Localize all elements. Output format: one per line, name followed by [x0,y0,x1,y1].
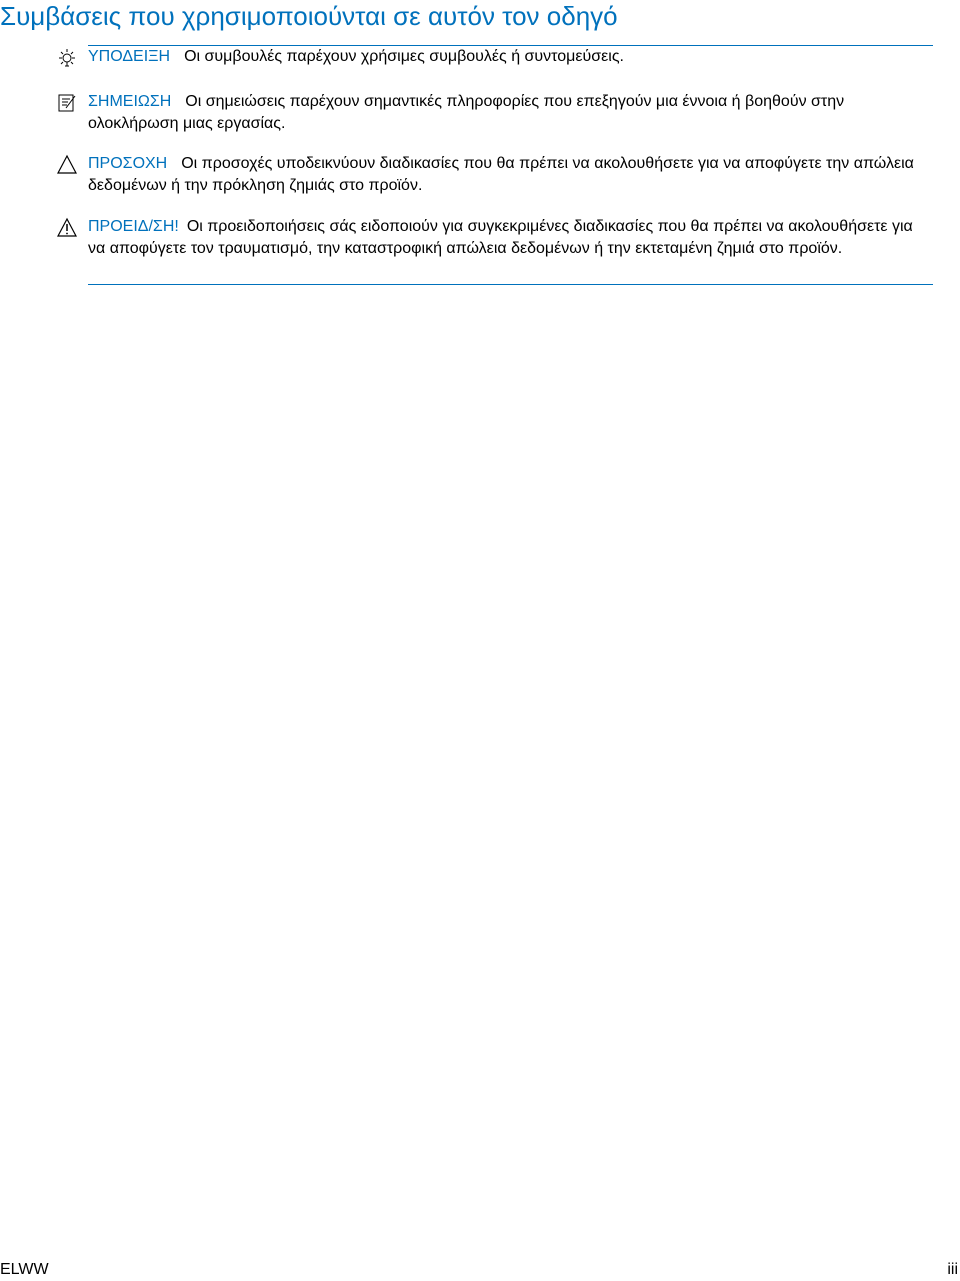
footer-doc-code: ELWW [0,1261,49,1278]
warning-note [88,216,933,260]
note-label: ΣΗΜΕΙΩΣΗ [88,93,172,110]
warning-label: ΠΡΟΕΙΔ/ΣΗ! [88,218,179,235]
lightbulb-icon [56,47,78,69]
caution-text: Οι προσοχές υποδεικνύουν διαδικασίες που θα πρέπει να ακολουθήσετε για να αποφύγετε την απώλεια δεδομένων ή την πρόκληση ζημιάς στο προϊόν. [88,155,914,194]
warning-triangle-icon [56,217,78,239]
warning-text: Οι προειδοποιήσεις σάς ειδοποιούν για συγκεκριμένες διαδικασίες που θα πρέπει να ακολουθήσετε για να αποφύγετε τον τραυματισμό, την καταστροφική απώλεια δεδομένων ή την εκτεταμένη ζημιά στο προϊόν. [88,218,913,257]
tip-text: Οι συμβουλές παρέχουν χρήσιμες συμβουλές ή συντομεύσεις. [184,48,624,65]
note-note [88,91,933,135]
note-text: Οι σημειώσεις παρέχουν σημαντικές πληροφορίες που επεξηγούν μια έννοια ή βοηθούν στην ολοκλήρωση μιας εργασίας. [88,93,845,132]
caution-note [88,153,933,197]
tip-label: ΥΠΟΔΕΙΞΗ [88,48,171,65]
footer-page-number: iii [947,1261,958,1278]
page-title: Συμβάσεις που χρησιμοποιούνται σε αυτόν τον οδηγό [0,1,618,31]
caution-label: ΠΡΟΣΟΧΗ [88,155,168,172]
note-pad-icon [56,92,78,114]
bottom-divider [88,284,933,285]
caution-triangle-icon [56,154,78,176]
tip-note [88,46,933,68]
